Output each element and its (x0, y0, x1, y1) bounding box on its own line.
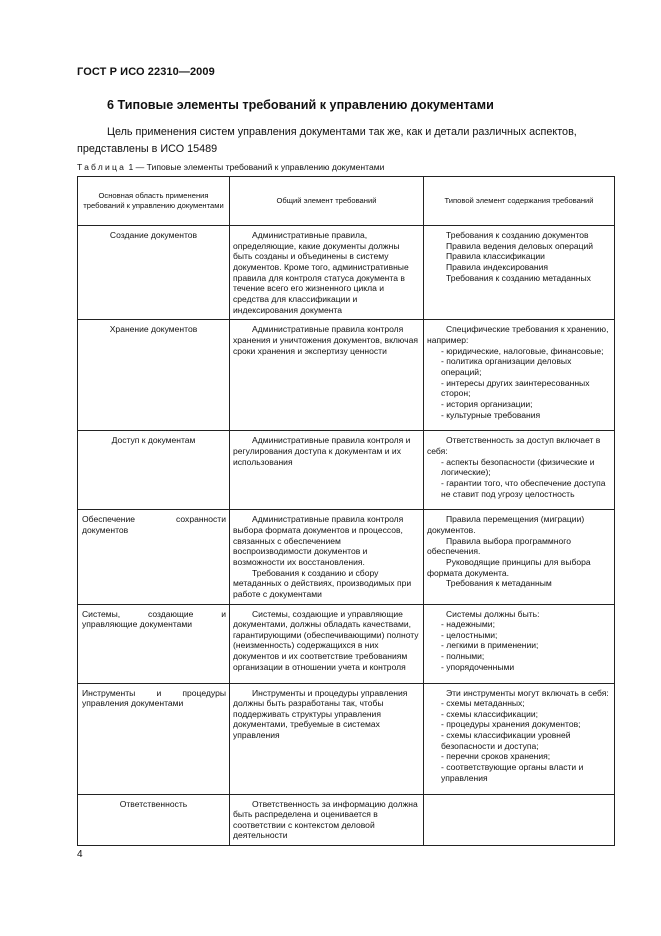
general-cell (230, 510, 424, 604)
typical-item: - надежными; (441, 619, 495, 630)
typical-item: - перечни сроков хранения; (441, 751, 551, 762)
standard-header: ГОСТ Р ИСО 22310—2009 (77, 66, 215, 78)
typical-item: Правила ведения деловых операций (446, 240, 594, 251)
typical-cell (424, 510, 615, 604)
typical-cell (424, 604, 615, 683)
table-row (78, 510, 615, 604)
general-cell (230, 604, 424, 683)
table-row (78, 320, 615, 431)
typical-item: Требования к созданию метаданных (446, 272, 591, 283)
typical-item: - юридические, налоговые, финансовые; (441, 345, 604, 356)
general-text: Системы, создающие и управляющие документами, должны обладать качествами, гарантирующими (обеспечивающими) полноту (неизменность) содержащихся в них документов и их соответствие требованиям организации в отношении учета и контроля (233, 608, 419, 672)
requirements-table (77, 176, 615, 846)
typical-cell (424, 226, 615, 320)
intro-paragraph: Цель применения систем управления документами так же, как и детали различных аспектов, представлены в ИСО 15489 (77, 126, 577, 155)
general-text: Административные правила контроля и регулирования доступа к документам и их использования (233, 435, 411, 467)
general-text: Административные правила, определяющие, какие документы должны быть созданы и объединены в систему документов. Кроме того, административные правила для контроля статуса документа в течение всего его жизненного цикла и средства для классификации и индексирования документа (233, 230, 409, 315)
typical-cell (424, 320, 615, 431)
typical-item: Требования к метаданным (446, 578, 552, 589)
typical-item: - история организации; (441, 398, 533, 409)
page-number: 4 (77, 849, 83, 860)
area-cell: Ответственность (78, 794, 230, 846)
area-cell: Системы, создающие и управляющие документами (78, 604, 230, 683)
table-row (78, 683, 615, 794)
general-text: Административные правила контроля выбора формата документов и процессов, связанных с обеспечением воспроизводимости документов и возможности их восстановления. (233, 514, 404, 567)
general-cell (230, 431, 424, 510)
general-text: Административные правила контроля хранения и уничтожения документов, включая сроки хранения и экспертизу ценности (233, 324, 418, 356)
typical-item: - упорядоченными (441, 661, 515, 672)
header-area: Основная область применения требований к управлению документами (78, 177, 230, 226)
typical-cell (424, 431, 615, 510)
table-row (78, 604, 615, 683)
area-cell: Инструменты и процедуры управления документами (78, 683, 230, 794)
typical-item: - интересы других заинтересованных сторон; (441, 377, 590, 399)
general-text: Ответственность за информацию должна быть распределена и оценивается в соответствии с контекстом деловой деятельности (233, 798, 418, 841)
typical-intro: Системы должны быть: (446, 608, 540, 619)
area-cell: Хранение документов (78, 320, 230, 431)
typical-cell-empty (424, 794, 615, 846)
table-caption-label: Таблица (77, 162, 127, 172)
header-general: Общий элемент требований (230, 177, 424, 226)
typical-item: - политика организации деловых операций; (441, 356, 572, 377)
table-row (78, 794, 615, 846)
general-cell (230, 226, 424, 320)
area-cell: Создание документов (78, 226, 230, 320)
typical-item: - схемы метаданных; (441, 698, 525, 709)
typical-item: - легкими в применении; (441, 640, 539, 651)
typical-item: - схемы классификации уровней безопасности и доступа; (441, 730, 571, 751)
typical-item: - аспекты безопасности (физические и логические); (441, 456, 595, 478)
table-caption (77, 162, 384, 172)
table-caption-text: 1 — Типовые элементы требований к управлению документами (126, 162, 385, 172)
typical-item: - целостными; (441, 629, 498, 640)
typical-intro: Ответственность за доступ включает в себя: (427, 435, 601, 456)
general-cell (230, 320, 424, 431)
general-cell (230, 683, 424, 794)
area-cell: Доступ к документам (78, 431, 230, 510)
general-text: Требования к созданию и сбору метаданных о действиях, производимых при работе с документами (233, 567, 412, 599)
table-row (78, 431, 615, 510)
typical-cell (424, 683, 615, 794)
typical-item: Руководящие принципы для выбора формата документа. (427, 556, 591, 578)
area-cell: Обеспечение сохранности документов (78, 510, 230, 604)
general-text: Инструменты и процедуры управления должны быть разработаны так, чтобы поддерживать структуры управления документами, требуемые в системах управления (233, 687, 408, 741)
typical-item: - соответствующие органы власти и управления (441, 762, 584, 783)
typical-item: Правила индексирования (446, 261, 549, 272)
typical-intro: Эти инструменты могут включать в себя: (446, 687, 609, 698)
typical-item: - процедуры хранения документов; (441, 719, 581, 730)
general-cell (230, 794, 424, 846)
table-header-row (78, 177, 615, 226)
typical-item: - культурные требования (441, 409, 541, 420)
typical-item: Требования к созданию документов (446, 230, 589, 240)
typical-item: Правила выбора программного обеспечения. (427, 535, 571, 557)
typical-item: - полными; (441, 651, 485, 662)
section-title: 6 Типовые элементы требований к управлению документами (107, 98, 494, 112)
header-typical: Типовой элемент содержания требований (424, 177, 615, 226)
typical-item: Правила перемещения (миграции) документов. (427, 514, 585, 535)
table-row (78, 226, 615, 320)
typical-intro: Специфические требования к хранению, например: (427, 324, 609, 345)
typical-item: - гарантии того, что обеспечение доступа не ставит под угрозу целостность (441, 477, 606, 499)
typical-item: - схемы классификации; (441, 708, 539, 719)
typical-item: Правила классификации (446, 251, 545, 262)
